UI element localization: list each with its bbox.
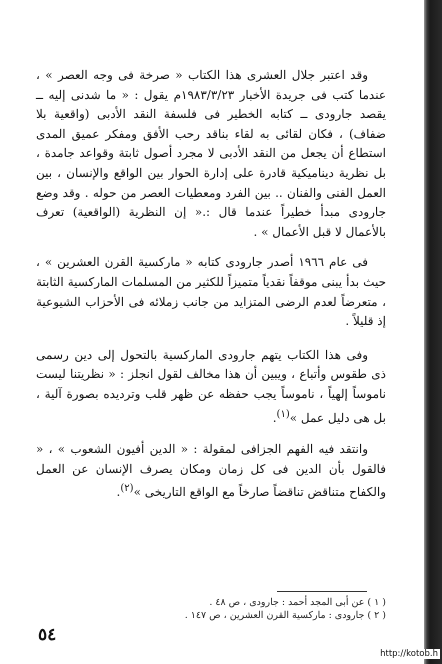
footnotes [36,596,386,622]
paragraph-4-end: . [116,485,121,500]
paragraph-3 [36,346,386,428]
paragraph-4-text: وانتقد فيه الفهم الجزافى لمقولة : « الدين أفيون الشعوب » ، « فالقول بأن الدين فى كل زمان ومكان يصرف الإنسان عن العمل والكفاح متناقض تناقضاً صارخاً مع الواقع التاريخى » [36,442,386,500]
footnote-ref-1: (١) [276,408,290,420]
paragraph-2: فى عام ١٩٦٦ أصدر جارودى كتابه « ماركسية القرن العشرين » ، حيث بدأ يبنى موقفاً نقدياً متميزاً للكثير من المسلمات الماركسية الثابتة ، متعرضاً لعدم الرضى المتزايد من جانب زملائه فى الأحزاب الشيوعية إذ قليلاً . [36,255,386,329]
footnote-ref-2: (٢) [120,483,134,495]
page-number: ٥٤ [38,625,57,645]
book-spine-shadow [424,0,442,664]
watermark-url: http://kotob.h [380,649,438,659]
footnote-divider [277,591,367,592]
footnote-1: ( ١ ) عن أبى المجد أحمد : جارودى ، ص ٤٨ . [209,597,386,608]
footnote-2: ( ٢ ) جارودى : ماركسية القرن العشرين ، ص ١٤٧ . [184,610,386,621]
paragraph-3-end: . [272,410,277,425]
paragraph-1: وقد اعتبر جلال العشرى هذا الكتاب « صرخة فى وجه العصر » ، عندما كتب فى جريدة الأخبار ١٩٨٣/٣/٢٣م يقول : « ما شدنى إليه ــ يقصد جارودى ــ كتابه الخطير فى فلسفة النقد الأدبى (واقعية بلا ضفاف) ، فكان لقائى به لقاء بناقد رحب الأفق ومفكر عميق المدى استطاع أن يجعل من النقد الأدبى لا مجرد أصول ثابتة وقواعد جامدة ، بل نظرية ديناميكية قادرة على إدارة الحوار بين الواقع والإنسان ، بين العمل الفنى والفنان .. بين الفرد ومعطيات العصر من حوله . وقد وضع جارودى مبدأ خطيراً عندما قال :.« إن النظرية (الواقعية) تعرف بالأعمال لا قبل الأعمال » . [36,68,386,239]
paragraph-3-text: وفى هذا الكتاب يتهم جارودى الماركسية بالتحول إلى دين رسمى ذى طقوس وأتباع ، ويبين أن هذا مخالف لقول انجلز : « نظريتنا ليست ناموساً إلهياً ، ناموساً يجب حفظه عن ظهر قلب وترديده بصورة آلية ، بل هى دليل عمل » [36,347,386,425]
paragraph-4 [36,440,386,503]
page-body [36,66,386,503]
